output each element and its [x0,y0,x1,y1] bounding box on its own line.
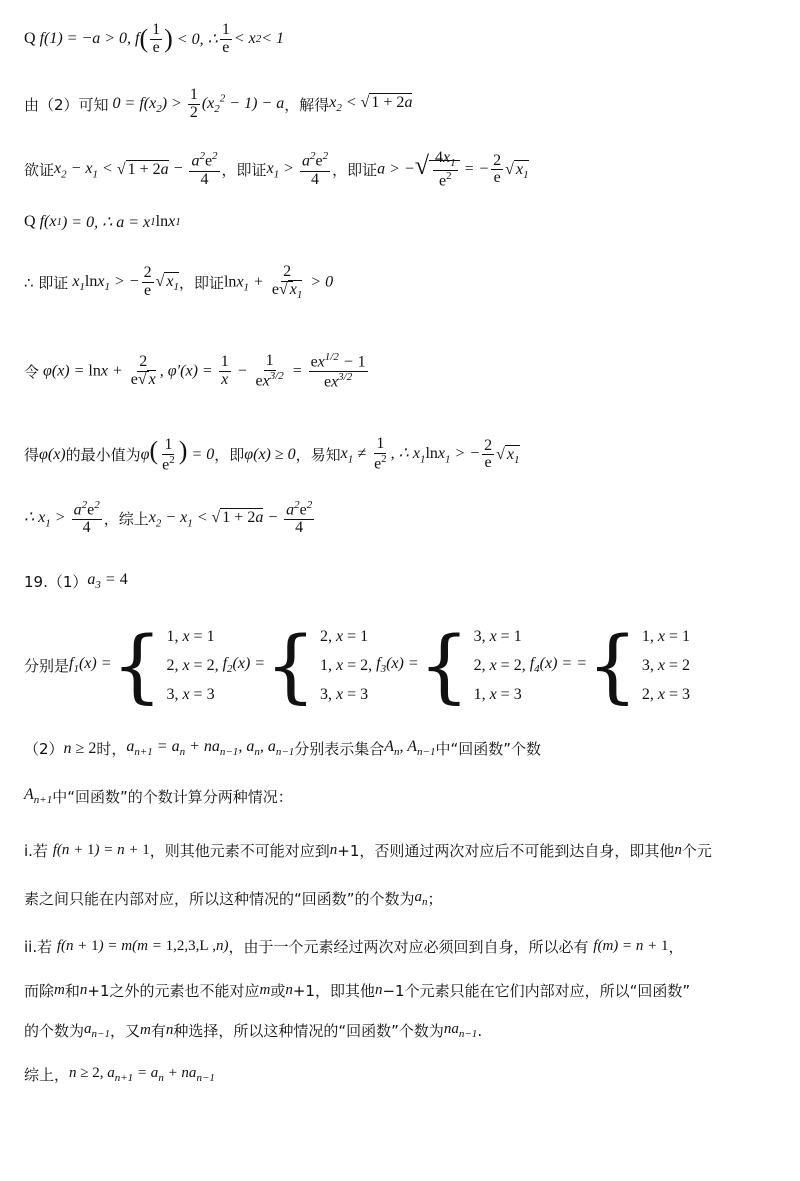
line-8: ∴ $x_1$ > $\frac{a^2e^2}{4}$ ，综上 $x_2 - x_1$ < √ 1 + 2a − $\frac{a^2e^2}{4}$ [24,500,780,537]
line-12: $A_{n+1}$ 中“回函数”的个数计算分两种情况： [24,786,293,807]
line-13: i.若 f(n + 1) = n + 1 ，则其他元素不可能对应到 n +1，否则通过两次对应后不可能到达自身，即其他 n 个元 [24,842,712,860]
f4-cases: 1, x = 1 3, x = 2 2, x = 3 [641,628,691,703]
line-17: 的个数为 $a_{n-1}$ ，又 m 有 n 种选择，所以这种情况的“回函数”个数为 $na_{n-1}$ . [24,1021,483,1040]
line-16: 而除 m 和 n +1之外的元素也不能对应 m 或 n +1，即其他 n −1个元素只能在它们内部对应，所以“回函数” [24,982,691,1000]
line-1: Q f(1) = −a > 0, f ( $\frac{1}{e}$ ) < 0, ∴ $\frac{1}{e}$ < x 2 < 1 [24,21,285,56]
line-6: 令 φ(x) = lnx + $\frac{2}{e√ x}$ , φ′(x) = $\frac{1}{x}$ − $\frac{1}{ex^{3/2}}$ = $\frac{ex^{1/2} - 1}{ex^{3/2}}$ [24,352,780,391]
f3-cases: 3, x = 1 2, x = 2, 1, x = 3 [473,628,526,703]
line-4: Q f(x 1 ) = 0, ∴ a = x 1 ln x 1 [24,213,181,231]
line-15: ii.若 f(n + 1) = m(m = 1,2,3,L ,n) ，由于一个元素经过两次对应必须回到自身，所以必有 f(m) = n + 1 ， [24,938,684,956]
line-10-piecewise: 分别是 $f_1(x)$ = { 1, x = 1 2, x = 2, 3, x = 3 $f_2(x)$ = { 2, x = 1 1, x = 2, 3, x = 3 $f_3(x)$ = { 3, x = 1 2, x = 2, 1, x = 3 $f_4(x)$ = = { 1, x = 1 3, x = 2 2, x = 3 [24,618,691,712]
line-3: 欲证 $x_2 - x_1$ < √ 1 + 2a − $\frac{a^2e^2}{4}$ ，即证 $x_1$ > $\frac{a^2e^2}{4}$ ，即证 a > −√ $\frac{4x_1}{e^2}$ = − $\frac{2}{e}$ √ $x_1$ [24,150,780,190]
f2-cases: 2, x = 1 1, x = 2, 3, x = 3 [320,628,373,703]
f1-cases: 1, x = 1 2, x = 2, 3, x = 3 [166,628,219,703]
line-9: 19.（1） $a_3 = 4$ [24,571,128,592]
line-18: 综上， n ≥ 2, $a_{n+1} = a_n + na_{n-1}$ [24,1065,215,1084]
line-5: ∴ 即证 $x_1\ln x_1$ > − $\frac{2}{e}$ √ $x_1$ ，即证 lnx$_1$ + $\frac{2}{e√ x_1}$ > 0 [24,264,780,302]
line-7: 得 φ(x) 的最小值为 φ( $\frac{1}{e^2}$ ) = 0 ，即 φ(x) ≥ 0 ，易知 $x_1$ ≠ $\frac{1}{e^2}$ , ∴ $x_1\ln x_1$ > − $\frac{2}{e}$ √ $x_1$ [24,436,780,474]
line-11: （2） n ≥ 2 时， $a_{n+1} = a_n + na_{n-1}$, $a_n$, $a_{n-1}$ 分别表示集合 $A_n$, $A_{n-1}$ 中“回函数”个数 [24,738,542,759]
line-14: 素之间只能在内部对应，所以这种情况的“回函数”的个数为 $a_n$ ； [24,889,443,908]
line-2: 由（2）可知 $0 = f(x_2)$ > $\frac{1}{2}$ $(x_2^2 - 1) - a$ ，解得 $x_2$ < √ 1 + 2a [24,87,780,122]
